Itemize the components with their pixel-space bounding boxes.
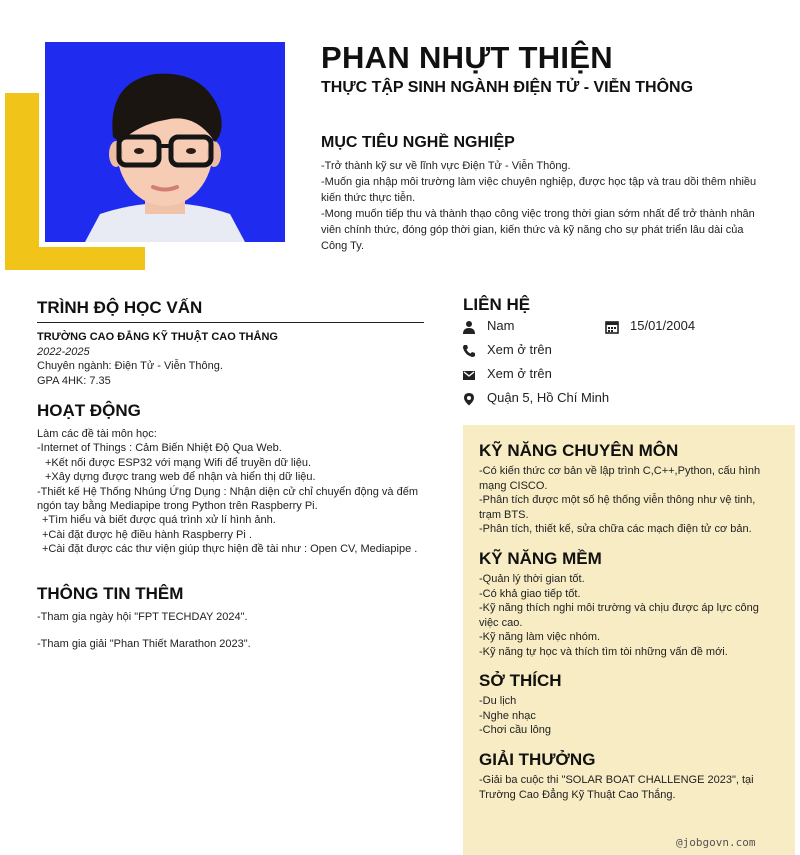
contact-phone[interactable]: Xem ở trên (487, 342, 552, 357)
list-item: -Du lịch (479, 695, 517, 707)
list-item: -Kỹ năng thích nghi môi trường và chịu được áp lực công việc cao. (479, 602, 759, 629)
list-item: -Có khả giao tiếp tốt. (479, 587, 581, 600)
awards-heading: GIẢI THƯỞNG (479, 750, 596, 769)
contact-gender: Nam (487, 318, 515, 333)
objective-line: -Trở thành kỹ sư về lĩnh vực Điện Tử - Viễn Thông. (321, 160, 571, 172)
soft-skills-list (479, 572, 779, 659)
education-major: Chuyên ngành: Điện Tử - Viễn Thông. (37, 360, 223, 372)
person-icon (462, 320, 476, 334)
list-item: -Có kiến thức cơ bản về lập trình C,C++,Python, cấu hình mạng CISCO. (479, 465, 761, 492)
objective-line: -Mong muốn tiếp thu và thành thạo công việc trong thời gian sớm nhất để trở thành nhân viên chính thức, đóng góp thời gian, kiến thức và kỹ năng cho sự phát triển lâu dài của Công Ty. (321, 208, 755, 252)
list-item: -Giải ba cuộc thi "SOLAR BOAT CHALLENGE 2023", tại Trường Cao Đẳng Kỹ Thuật Cao Thắng. (479, 774, 754, 801)
list-item: -Kỹ năng tự học và thích tìm tòi những vấn đề mới. (479, 645, 728, 658)
location-pin-icon (462, 392, 476, 406)
activities-text (37, 427, 429, 557)
watermark: @jobgovn.com (676, 836, 756, 849)
calendar-icon (605, 320, 619, 334)
education-years: 2022-2025 (37, 346, 90, 358)
objective-heading: MỤC TIÊU NGHỀ NGHIỆP (321, 134, 515, 151)
list-item: -Quản lý thời gian tốt. (479, 573, 585, 585)
phone-icon (462, 344, 476, 358)
soft-skills-heading: KỸ NĂNG MỀM (479, 549, 602, 568)
mail-icon (462, 368, 476, 382)
education-heading: TRÌNH ĐỘ HỌC VẤN (37, 298, 203, 317)
activity-line: +Cài đặt được hệ điều hành Raspberry Pi . (42, 528, 252, 541)
contact-email[interactable]: Xem ở trên (487, 366, 552, 381)
activity-line: -Internet of Things : Cảm Biến Nhiệt Độ Qua Web. (37, 442, 282, 455)
list-item: -Phân tích, thiết kế, sửa chữa các mạch điện tử cơ bản. (479, 523, 752, 535)
hobbies-heading: SỞ THÍCH (479, 671, 562, 690)
list-item: -Chơi cầu lông (479, 724, 552, 736)
objective-text (321, 158, 761, 254)
contact-birthday: 15/01/2004 (630, 318, 696, 333)
activities-heading: HOẠT ĐỘNG (37, 401, 141, 420)
technical-skills-list (479, 464, 779, 537)
extra-info-line: -Tham gia ngày hội "FPT TECHDAY 2024". (37, 611, 248, 623)
school-name: TRƯỜNG CAO ĐẲNG KỸ THUẬT CAO THẮNG (37, 331, 278, 343)
profile-photo (45, 42, 285, 242)
candidate-role: THỰC TẬP SINH NGÀNH ĐIỆN TỬ - VIỄN THÔNG (321, 79, 694, 96)
technical-skills-heading: KỸ NĂNG CHUYÊN MÔN (479, 441, 679, 460)
section-divider (37, 322, 424, 323)
list-item: -Nghe nhạc (479, 709, 536, 722)
list-item: -Kỹ năng làm việc nhóm. (479, 631, 601, 643)
awards-list (479, 773, 779, 802)
activity-line: +Xây dựng được trang web để nhận và hiển thị dữ liệu. (45, 471, 316, 484)
objective-line: -Muốn gia nhập môi trường làm việc chuyên nghiệp, được học tập và trau dồi thêm nhiều kiến thức thực tiễn. (321, 176, 757, 204)
activity-line: -Thiết kế Hệ Thống Nhúng Ứng Dụng : Nhận diện cử chỉ chuyển động và đếm ngón tay bằng Mediapipe trong Python trên Raspberry Pi. (37, 485, 419, 513)
contact-heading: LIÊN HỆ (463, 295, 531, 314)
education-gpa: GPA 4HK: 7.35 (37, 375, 111, 387)
list-item: -Phân tích được một số hệ thống viễn thông như vệ tinh, trạm BTS. (479, 494, 756, 521)
activity-line: +Cài đặt được các thư viện giúp thực hiện đề tài như : Open CV, Mediapipe . (42, 543, 418, 556)
activity-line: +Tìm hiểu và biết được quá trình xử lí hình ảnh. (42, 514, 276, 527)
extra-info-heading: THÔNG TIN THÊM (37, 584, 184, 603)
extra-info-line: -Tham gia giải "Phan Thiết Marathon 2023". (37, 638, 251, 650)
activity-line: Làm các đề tài môn học: (37, 428, 157, 440)
candidate-name: PHAN NHỰT THIỆN (321, 40, 613, 75)
contact-address: Quận 5, Hồ Chí Minh (487, 390, 610, 405)
activity-line: +Kết nối được ESP32 với mạng Wifi để truyền dữ liệu. (45, 456, 312, 469)
hobbies-list (479, 694, 779, 738)
